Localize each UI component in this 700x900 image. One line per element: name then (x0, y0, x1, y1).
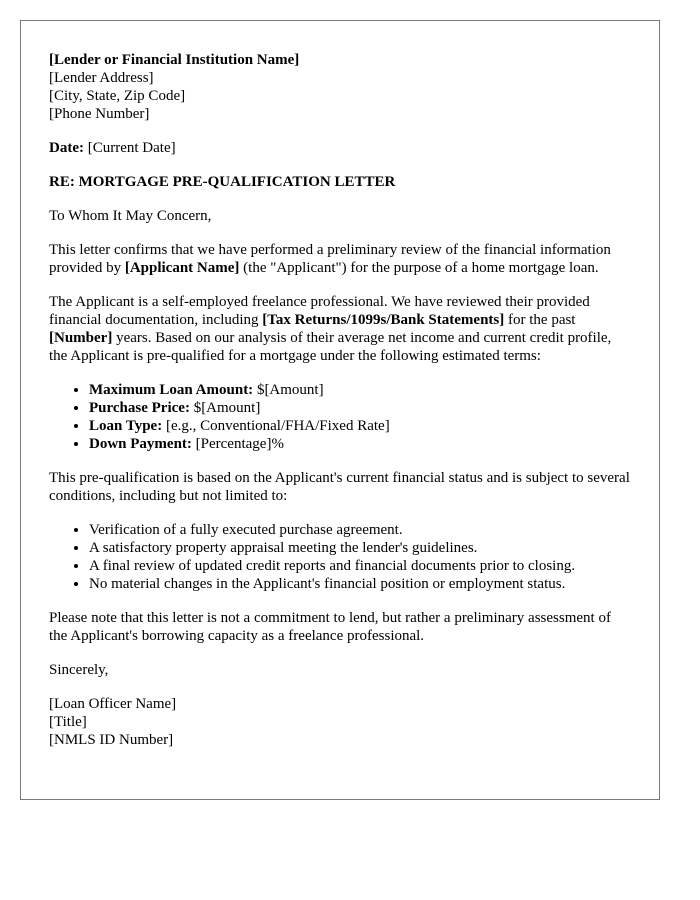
conditions-list (49, 521, 631, 593)
paragraph-applicant (49, 293, 631, 365)
term-item (89, 435, 631, 453)
paragraph-conditions: This pre-qualification is based on the Applicant's current financial status and is subject to several conditions, including but not limited to: (49, 470, 630, 504)
paragraph-applicant-text-3: years. Based on our analysis of their average net income and current credit profile, the Applicant is pre-qualified for a mortgage under the following estimated terms: (49, 330, 612, 364)
date-value: [Current Date] (83, 140, 176, 156)
loan-officer-title: [Title] (49, 714, 87, 730)
paragraph-review (49, 241, 631, 277)
term-value: $[Amount] (253, 382, 324, 398)
paragraph-disclaimer: Please note that this letter is not a commitment to lend, but rather a preliminary assessment of the Applicant's borrowing capacity as a freelance professional. (49, 610, 611, 644)
term-label: Maximum Loan Amount: (89, 382, 254, 398)
letter-page (20, 20, 660, 800)
lender-name: [Lender or Financial Institution Name] (49, 52, 300, 68)
term-item (89, 381, 631, 399)
term-item (89, 417, 631, 435)
condition-item: • Verification of a fully executed purchase agreement. (89, 521, 631, 539)
paragraph-review-text-1: This letter confirms that we have performed a preliminary review of the financial information provided by (49, 242, 611, 276)
letter-subject (49, 173, 631, 191)
lender-phone: [Phone Number] (49, 106, 150, 122)
term-label: Down Payment: (89, 436, 192, 452)
condition-item: • A satisfactory property appraisal meeting the lender's guidelines. (89, 539, 631, 557)
nmls-id: [NMLS ID Number] (49, 732, 174, 748)
term-value: [Percentage]% (191, 436, 284, 452)
term-value: $[Amount] (189, 400, 261, 416)
term-value: [e.g., Conventional/FHA/Fixed Rate] (162, 418, 390, 434)
paragraph-applicant-text-1: The Applicant is a self-employed freelance professional. We have reviewed their provided financial documentation, including (49, 294, 590, 328)
paragraph-review-text-2: (the "Applicant") for the purpose of a home mortgage loan. (239, 260, 599, 276)
loan-officer-name: [Loan Officer Name] (49, 696, 177, 712)
condition-item: • No material changes in the Applicant's financial position or employment status. (89, 575, 631, 593)
term-label: Loan Type: (89, 418, 163, 434)
subject-text: RE: MORTGAGE PRE-QUALIFICATION LETTER (49, 174, 396, 190)
lender-header (49, 51, 631, 123)
lender-address: [Lender Address] (49, 70, 154, 86)
condition-item: • A final review of updated credit reports and financial documents prior to closing. (89, 557, 631, 575)
letter-date (49, 139, 631, 157)
term-label: Purchase Price: (89, 400, 190, 416)
applicant-name-placeholder: [Applicant Name] (124, 260, 240, 276)
years-placeholder: [Number] (49, 330, 113, 346)
salutation: To Whom It May Concern, (49, 208, 212, 224)
documents-placeholder: [Tax Returns/1099s/Bank Statements] (262, 312, 505, 328)
signature-block (49, 695, 631, 749)
date-label: Date: (49, 140, 84, 156)
lender-city-state-zip: [City, State, Zip Code] (49, 88, 186, 104)
term-item (89, 399, 631, 417)
paragraph-applicant-text-2: for the past (504, 312, 576, 328)
terms-list (49, 381, 631, 453)
closing: Sincerely, (49, 662, 109, 678)
